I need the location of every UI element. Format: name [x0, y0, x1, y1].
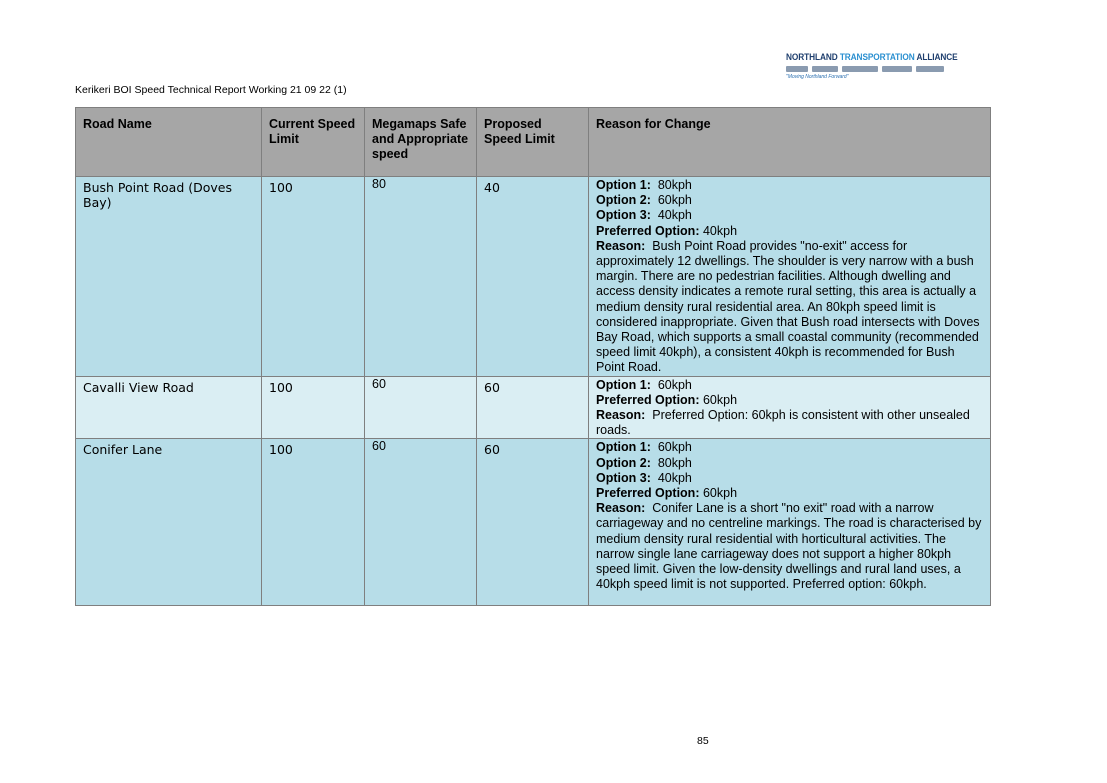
option-line: Option 2: 60kph [596, 193, 692, 208]
logo-title: NORTHLAND TRANSPORTATION ALLIANCE [786, 52, 958, 62]
preferred-option-line: Preferred Option: 60kph [596, 392, 738, 407]
reason-text: Reason: Preferred Option: 60kph is consistent with other unsealed roads. [596, 408, 970, 438]
road-name-cell: Cavalli View Road [76, 376, 262, 439]
reason-text: Reason: Conifer Lane is a short "no exit" road with a narrow carriageway and no centreline markings. The road is characterised by medium density rural residential with horticultural activities. The narrow single lane carriageway does not support a higher 80kph speed limit. Given the low-density dwellings and rural land uses, a 40kph speed limit is not supported. Preferred option: 60kph. [596, 501, 982, 592]
speed-limit-table [75, 107, 991, 606]
option-line: Option 1: 60kph [596, 440, 692, 455]
current-speed-cell: 100 [262, 177, 365, 377]
current-speed-cell: 100 [262, 376, 365, 439]
road-name-cell: Bush Point Road (Doves Bay) [76, 177, 262, 377]
option-line: Option 3: 40kph [596, 470, 692, 485]
current-speed-cell: 100 [262, 439, 365, 606]
proposed-speed-cell: 60 [477, 376, 589, 439]
option-line: Option 1: 60kph [596, 377, 692, 392]
megamaps-speed-cell: 80 [365, 177, 477, 377]
road-name-cell: Conifer Lane [76, 439, 262, 606]
document-title: Kerikeri BOI Speed Technical Report Working 21 09 22 (1) [75, 84, 347, 96]
reason-cell [589, 177, 991, 377]
column-header-megamaps-speed: Megamaps Safe and Appropriate speed [365, 108, 477, 177]
column-header-reason: Reason for Change [589, 108, 991, 177]
column-header-current-speed: Current Speed Limit [262, 108, 365, 177]
nta-logo [786, 52, 958, 82]
column-header-road-name: Road Name [76, 108, 262, 177]
megamaps-speed-cell: 60 [365, 439, 477, 606]
option-line: Option 3: 40kph [596, 208, 692, 223]
option-line: Option 1: 80kph [596, 178, 692, 192]
proposed-speed-cell: 40 [477, 177, 589, 377]
table-row [76, 177, 991, 377]
reason-text: Reason: Bush Point Road provides "no-exit" access for approximately 12 dwellings. The shoulder is very narrow with a bush margin. There are no pedestrian facilities. Although dwelling and access density indicates a remote rural setting, this area is actually a medium density rural residential area. An 80kph speed limit is considered inappropriate. Given that Bush road intersects with Doves Bay Road, which supports a small coastal community (recommended speed limit 40kph), a consistent 40kph is recommended for Bush Point Road. [596, 238, 980, 375]
column-header-proposed-speed: Proposed Speed Limit [477, 108, 589, 177]
reason-cell [589, 376, 991, 439]
table-row [76, 439, 991, 606]
megamaps-speed-cell: 60 [365, 376, 477, 439]
option-line: Option 2: 80kph [596, 455, 692, 470]
preferred-option-line: Preferred Option: 60kph [596, 486, 738, 501]
logo-tagline: "Moving Northland Forward" [786, 74, 849, 80]
proposed-speed-cell: 60 [477, 439, 589, 606]
table-row [76, 376, 991, 439]
partner-logos [786, 64, 952, 73]
page-number: 85 [697, 735, 709, 747]
preferred-option-line: Preferred Option: 40kph [596, 223, 738, 238]
table-header-row [76, 108, 991, 177]
reason-cell [589, 439, 991, 606]
